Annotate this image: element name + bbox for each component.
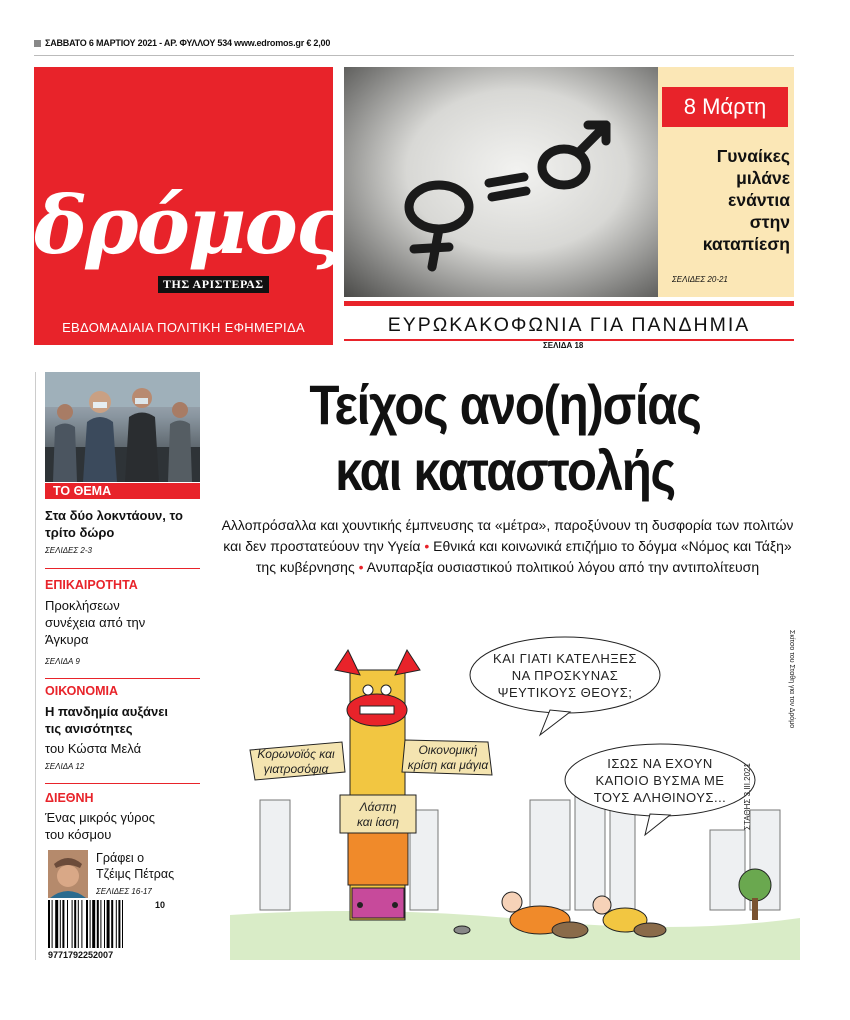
- barcode-bar: [116, 900, 117, 948]
- bubble2-line: ΚΑΠΟΙΟ ΒΥΣΜΑ ΜΕ: [595, 773, 725, 788]
- divider: [34, 55, 794, 56]
- barcode-bar: [55, 900, 58, 948]
- womens-day-line: καταπίεση: [702, 234, 790, 254]
- section-label-theme[interactable]: ΤΟ ΘΕΜΑ: [45, 483, 200, 499]
- bullet-dot-icon: •: [358, 559, 364, 575]
- main-headline-line1: Τείχος ανο(η)σίας: [309, 373, 701, 436]
- sign-right-line: κρίση και μάγια: [407, 758, 489, 772]
- barcode-bar: [111, 900, 113, 948]
- bubble1-line: ΝΑ ΠΡΟΣΚΥΝΑΣ: [511, 668, 619, 683]
- gender-symbols-photo[interactable]: [344, 67, 658, 297]
- sign-left-line: γιατροσόφια: [263, 762, 329, 776]
- womens-day-line: ενάντια: [728, 190, 790, 210]
- editorial-cartoon[interactable]: [230, 630, 800, 960]
- international-headline[interactable]: Ένας μικρός γύρος του κόσμου: [45, 810, 155, 842]
- barcode-bar: [62, 900, 64, 948]
- red-rule: [344, 301, 794, 306]
- europe-pandemic-heading[interactable]: ΕΥΡΩΚΑΚΟΦΩΝΙΑ ΓΙΑ ΠΑΝΔΗΜΙΑ: [387, 314, 751, 336]
- column-divider: [35, 372, 36, 960]
- bullet-square-icon: [34, 40, 41, 47]
- womens-day-text: [672, 145, 790, 255]
- bubble2-line: ΙΣΩΣ ΝΑ ΕΧΟΥΝ: [607, 756, 713, 771]
- barcode-bar: [48, 900, 50, 948]
- womens-day-panel[interactable]: [658, 67, 794, 297]
- international-author: Τζέιμς Πέτρας: [96, 867, 175, 881]
- womens-day-title: 8 Μάρτη: [662, 87, 788, 127]
- section-label-international[interactable]: ΔΙΕΘΝΗ: [45, 791, 94, 805]
- deck-part-2: Εθνικά και κοινωνικά επιζήμιο το δόγμα «Νόμος και Τάξη» της κυβέρνησης: [255, 538, 792, 575]
- barcode-bar: [92, 900, 95, 948]
- cartoon-signature: ΣΤΑΘΗΣ 3.III.2021: [743, 763, 752, 830]
- current-pages: ΣΕΛΙΔΑ 9: [45, 657, 80, 666]
- logo-subtitle: ΤΗΣ ΑΡΙΣΤΕΡΑΣ: [158, 276, 269, 293]
- barcode-issue: 10: [155, 900, 166, 910]
- logo-tagline: ΕΒΔΟΜΑΔΙΑΙΑ ΠΟΛΙΤΙΚΗ ΕΦΗΜΕΡΙΔΑ: [62, 320, 305, 335]
- economy-headline[interactable]: Η πανδημία αυξάνει τις ανισότητες: [45, 704, 168, 736]
- bubble1-line: ΚΑΙ ΓΙΑΤΙ ΚΑΤΕΛΗΞΕΣ: [493, 651, 637, 666]
- masthead-info: [34, 38, 330, 48]
- current-headline[interactable]: Προκλήσεων συνέχεια από την Άγκυρα: [45, 598, 146, 647]
- barcode-bar: [74, 900, 76, 948]
- barcode-bar: [122, 900, 123, 948]
- cartoon-drawing: [230, 630, 800, 960]
- cartoon-credit: Σκίτσο του Σταθη για τον Δρόμο: [788, 630, 795, 729]
- newspaper-logo[interactable]: [34, 67, 343, 345]
- masthead-info-text: ΣΑΒΒΑΤΟ 6 ΜΑΡΤΙΟΥ 2021 - ΑΡ. ΦΥΛΛΟΥ 534 www.edromos.gr € 2,00: [45, 38, 331, 48]
- economy-author: του Κώστα Μελά: [45, 741, 142, 756]
- bullet-dot-icon: •: [424, 538, 430, 554]
- theme-pages: ΣΕΛΙΔΕΣ 2-3: [45, 546, 92, 555]
- barcode-bar: [60, 900, 61, 948]
- people-silhouettes-icon: [45, 372, 200, 482]
- author-portrait-icon: [48, 850, 88, 898]
- author-photo: [48, 850, 88, 898]
- deck-part-1: Αλλοπρόσαλλα και χουντικής έμπνευσης τα «μέτρα», παροξύνουν τη δυσφορία των πολιτών και δεν προστατεύουν την Υγεία: [221, 517, 794, 554]
- international-pages: ΣΕΛΙΔΕΣ 16-17: [96, 887, 152, 896]
- barcode-bar: [81, 900, 82, 948]
- section-label-current[interactable]: ΕΠΙΚΑΙΡΟΤΗΤΑ: [45, 578, 138, 592]
- sign-mid-line: Λάσπη: [359, 800, 397, 814]
- bubble1-line: ΨΕΥΤΙΚΟΥΣ ΘΕΟΥΣ;: [497, 685, 633, 700]
- gender-symbols-icon: [344, 67, 658, 297]
- barcode-icon: [48, 900, 148, 948]
- sign-left-line: Κορωνοϊός και: [257, 747, 335, 761]
- barcode: [48, 900, 148, 950]
- main-headline-line2: και καταστολής: [335, 439, 675, 502]
- womens-day-line: Γυναίκες: [716, 146, 790, 166]
- logo-wordmark: δρόμος: [34, 178, 343, 272]
- barcode-bar: [100, 900, 101, 948]
- sign-right-line: Οικονομική: [418, 743, 478, 757]
- sign-mid-line: και ίαση: [356, 815, 400, 829]
- section-label-economy[interactable]: ΟΙΚΟΝΟΜΙΑ: [45, 684, 119, 698]
- barcode-bar: [104, 900, 105, 948]
- barcode-bar: [72, 900, 73, 948]
- barcode-bar: [118, 900, 120, 948]
- barcode-bar: [86, 900, 88, 948]
- barcode-bar: [52, 900, 53, 948]
- main-headline[interactable]: [250, 372, 760, 504]
- section-divider: [45, 678, 200, 679]
- totem-pole: [335, 650, 420, 920]
- womens-day-pages: ΣΕΛΙΔΕΣ 20-21: [672, 275, 728, 284]
- main-deck: [220, 515, 795, 578]
- barcode-bar: [67, 900, 68, 948]
- womens-day-line: στην: [749, 212, 790, 232]
- barcode-number: 9771792252007: [48, 950, 114, 960]
- barcode-bar: [107, 900, 110, 948]
- international-by: Γράφει ο: [96, 851, 145, 865]
- barcode-bar: [97, 900, 99, 948]
- barcode-bar: [90, 900, 91, 948]
- womens-day-line: μιλάνε: [736, 168, 790, 188]
- section-divider: [45, 783, 200, 784]
- deck-part-3: Ανυπαρξία ουσιαστικού πολιτικού λόγου από την αντιπολίτευση: [366, 559, 760, 575]
- barcode-bar: [78, 900, 79, 948]
- europe-page-ref: ΣΕΛΙΔΑ 18: [543, 341, 584, 350]
- section-divider: [45, 568, 200, 569]
- bubble2-line: ΤΟΥΣ ΑΛΗΘΙΝΟΥΣ...: [593, 790, 727, 805]
- economy-pages: ΣΕΛΙΔΑ 12: [45, 762, 85, 771]
- theme-headline[interactable]: Στα δύο λοκντάουν, το τρίτο δώρο: [45, 508, 183, 540]
- people-in-masks-photo[interactable]: [45, 372, 200, 482]
